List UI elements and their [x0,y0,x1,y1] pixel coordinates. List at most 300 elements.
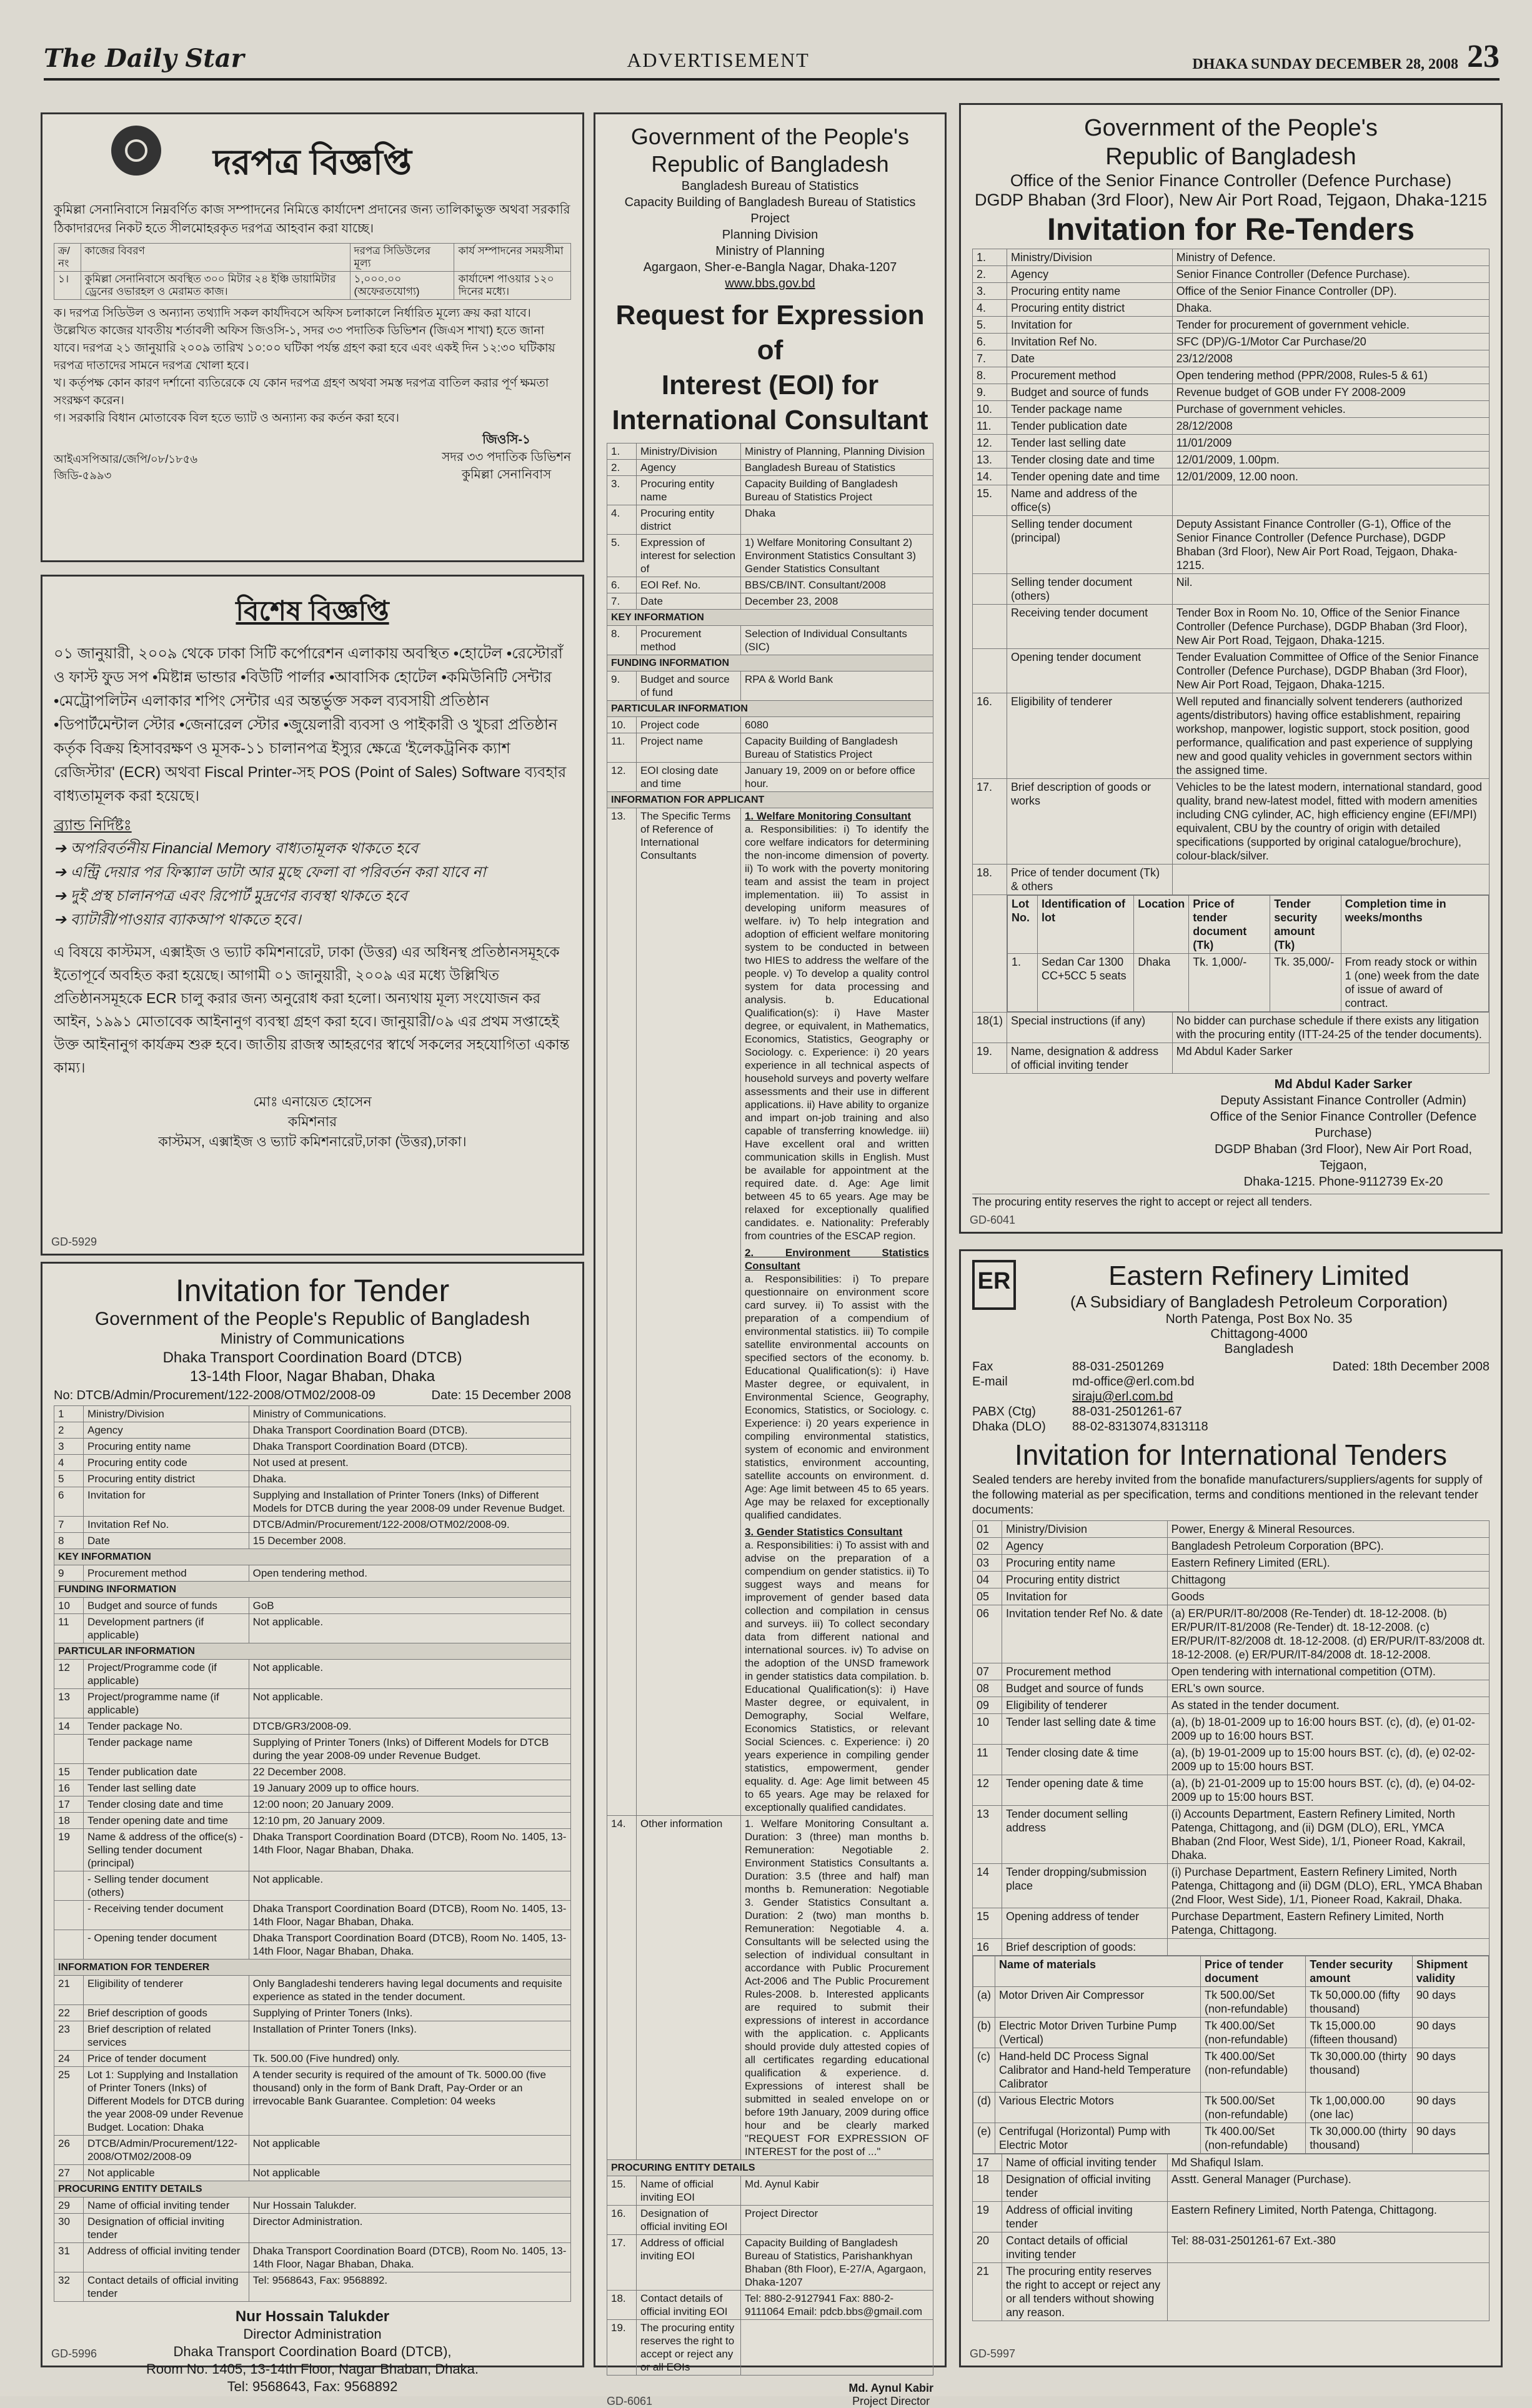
table-cell: Dhaka [741,505,933,535]
table-cell: Budget and source of funds [1002,1680,1168,1697]
table-cell: Lot 1: Supplying and Installation of Printer Toners (Inks) of Different Models for DTCB during the year 2008-09 under Revenue Budget. Location: Dhaka [84,2067,249,2136]
table-cell: Eligibility of tenderer [1002,1697,1168,1714]
table-row [973,693,1490,779]
rows-particular [54,1660,571,1960]
table-cell: 19 January 2009 up to office hours. [249,1780,570,1796]
table-cell: Agency [1007,266,1173,283]
table-cell: 6080 [741,717,933,733]
section-row [54,1582,571,1598]
ad-title: দরপত্র বিজ্ঞপ্তি [213,142,412,182]
table-row [973,1697,1490,1714]
table-cell: 24 [54,2051,84,2067]
table-cell: December 23, 2008 [741,593,933,610]
table-header: দরপত্র সিডিউলের মূল্য [350,244,454,272]
table-cell: Price of tender document (Tk) & others [1007,865,1173,895]
table-cell: 06 [973,1605,1002,1663]
table-cell: Tk 500.00/Set (non-refundable) [1201,1987,1306,2018]
signer-org: সদর ৩৩ পদাতিক ডিভিশন [442,450,571,464]
table-cell: ১। [54,272,81,300]
table-cell: Tender opening date & time [1002,1775,1168,1806]
table-cell [1167,2263,1489,2321]
table-cell: Tk 15,000.00 (fifteen thousand) [1306,2018,1413,2048]
table-row [54,1930,571,1960]
table-header: ক্র/নং [54,244,81,272]
table-cell: Procuring entity district [637,505,741,535]
table-row [607,505,933,535]
table-cell: Name of official inviting tender [1002,2154,1168,2171]
table-cell: 12:00 noon; 20 January 2009. [249,1796,570,1813]
table-header-row [973,1956,1489,1987]
table-row [54,1598,571,1614]
gd-number: GD-6041 [970,1214,1016,1226]
table-cell: Tk 30,000.00 (thirty thousand) [1306,2048,1413,2093]
table-row [607,733,933,763]
table-cell: 90 days [1412,2123,1488,2154]
contact-label: Dhaka (DLO) [972,1420,1046,1434]
eoi-title-line: International Consultant [612,405,928,435]
table-cell: 04 [973,1572,1002,1588]
table-cell: 07 [973,1663,1002,1680]
note-ka: ক। দরপত্র সিডিউল ও অন্যান্য তথ্যাদি সকল কার্যদিবসে অফিস চলাকালে নির্ধারিত মূল্যে ক্রয় করা যাবে। উল্লেখিত কাজের যাবতীয় শর্তাবলী অফিস জিওসি-১, সদর ৩৩ পদাতিক ডিভিশন (জিএস শাখা) হতে জানা যাবে। দরপত্র ২১ জানুয়ারি ২০০৯ তারিখ ১০:০০ ঘটিকা পর্যন্ত গ্রহণ করা হবে এবং একই দিন ১২:৩০ ঘটিকায় দরপত্র দাতাদের সামনে দরপত্র খোলা হবে। [54,307,555,372]
table-header: কার্য সম্পাদনের সময়সীমা [454,244,571,272]
table-header: Shipment validity [1412,1956,1488,1987]
table-row [607,460,933,476]
table-cell: (a) ER/PUR/IT-80/2008 (Re-Tender) dt. 18-12-2008. (b) ER/PUR/IT-81/2008 (Re-Tender) dt. 18-12-2008. (c) ER/PUR/IT-82/2008 dt. 18-12-2008. (d) ER/PUR/IT-83/2008 dt. 18-12-2008. (e) ER/PUR/IT-84/2008 dt. 18-12-2008. [1167,1605,1489,1663]
ad-bbs-eoi [594,112,947,2407]
table-cell: Tk 30,000.00 (thirty thousand) [1306,2123,1413,2154]
table-row [607,808,933,1816]
table-row [54,2051,571,2067]
table-header: Price of tender document [1201,1956,1306,1987]
ad-intro: Sealed tenders are hereby invited from the bonafide manufacturers/suppliers/agents for supply of the following material as per specification, terms and conditions mentioned in the relevant tender documents: [972,1474,1483,1517]
table-cell: 14. [973,468,1007,485]
address: Agargaon, Sher-e-Bangla Nagar, Dhaka-1207 [643,260,897,274]
table-row [54,2067,571,2136]
table-row [973,1605,1490,1663]
table-cell: 11/01/2009 [1172,435,1489,452]
table-cell: Supplying of Printer Toners (Inks) of Different Models for DTCB during the year 2008-09 under Revenue Budget. [249,1735,570,1764]
table-cell: - Opening tender document [84,1930,249,1960]
table-cell: Project/programme name (if applicable) [84,1689,249,1718]
table-cell: 22 December 2008. [249,1764,570,1780]
table-cell: 19. [607,2320,637,2376]
table-row [54,2197,571,2214]
table-cell: Centrifugal (Horizontal) Pump with Electric Motor [995,2123,1201,2154]
table-row [54,1718,571,1735]
darpatra-table [54,243,571,300]
table-cell: Brief description of related services [84,2021,249,2051]
table-row [973,1806,1490,1864]
table-cell: Agency [84,1422,249,1439]
section-label: INFORMATION FOR TENDERER [54,1960,571,1976]
table-cell: 10. [607,717,637,733]
table-cell: Budget and source of fund [637,671,741,701]
table-cell: ERL's own source. [1167,1680,1489,1697]
page-number: 23 [1466,39,1500,74]
table-cell: Tk 1,00,000.00 (one lac) [1306,2093,1413,2123]
ad-title: বিশেষ বিজ্ঞপ্তি [236,596,389,627]
table-row [54,1689,571,1718]
table-cell: 4 [54,1455,84,1471]
table-cell [1172,485,1489,516]
table-cell: DTCB/Admin/Procurement/122-2008/OTM02/2008-09. [249,1517,570,1533]
table-row [973,2123,1489,2154]
footer-note: The procuring entity reserves the right to accept or reject all tenders. [972,1194,1490,1209]
table-cell: 8. [607,626,637,655]
table-cell: 9 [54,1565,84,1582]
table-cell: 15 December 2008. [249,1533,570,1549]
table-cell: Chittagong [1167,1572,1489,1588]
table-row [607,535,933,577]
table-row [54,1406,571,1422]
table-cell: Tk 400.00/Set (non-refundable) [1201,2123,1306,2154]
table-cell: Capacity Building of Bangladesh Bureau of Statistics Project [741,476,933,505]
table-cell: Tender Evaluation Committee of Office of the Senior Finance Controller (Defence Purchase), DGDP Bhaban (3rd Floor), New Air Port Road, Tejgaon, Dhaka-1215. [1172,649,1489,693]
table-row [973,485,1490,516]
table-cell: Nil. [1172,574,1489,605]
table-cell: 18. [973,865,1007,895]
table-cell: (d) [973,2093,995,2123]
table-cell: Not applicable. [249,1614,570,1643]
table-cell: Open tendering method. [249,1565,570,1582]
table-cell: 25 [54,2067,84,2136]
table-row [973,865,1490,895]
table-cell: Designation of official inviting tender [1002,2171,1168,2202]
table-cell: Not applicable. [249,1689,570,1718]
signer-address: Room No. 1405, 13-14th Floor, Nagar Bhaban, Dhaka. [146,2361,479,2377]
feature-item: ➔ ব্যাটারী/পাওয়ার ব্যাকআপ থাকতে হবে। [54,911,301,928]
signer-address: DGDP Bhaban (3rd Floor), New Air Port Road, Tejgaon, [1214,1142,1473,1172]
ad-title: Invitation for Tender [175,1273,450,1308]
table-row [973,2232,1490,2263]
table-row [973,418,1490,435]
table-row [54,1901,571,1930]
table-cell: Tk. 1,000/- [1189,954,1270,1012]
rows-more [973,1013,1490,1074]
table-row [54,1422,571,1439]
table-row [1008,954,1489,1012]
table-row [607,593,933,610]
masthead [44,34,1500,81]
feature-item: ➔ দুই প্রস্থ চালানপত্র এবং রিপোর্ট মুদ্রণের ব্যবস্থা থাকতে হবে [54,888,407,904]
table-cell: Contact details of official inviting EOI [637,2291,741,2320]
table-cell: Open tendering method (PPR/2008, Rules-5 & 61) [1172,367,1489,384]
table-cell: Budget and source of funds [1007,384,1173,401]
tor-heading: 2. Environment Statistics Consultant [745,1247,929,1272]
section-row [54,2181,571,2197]
table-row [607,1816,933,2160]
table-cell: (i) Purchase Department, Eastern Refinery Limited, North Patenga, Chittagong and (ii) DGM (DLO), ERL, YMCA Bhaban (2nd Floor, West Side), 1/1, Pioneer Road, Kakrail, Dhaka. [1167,1864,1489,1908]
table-cell: 21 [54,1976,84,2005]
table-cell: 05 [973,1588,1002,1605]
signer-office: Office of the Senior Finance Controller (Defence Purchase) [1210,1110,1477,1140]
table-cell: Name & address of the office(s) - Selling tender document (principal) [84,1829,249,1871]
section-label: PARTICULAR INFORMATION [607,701,933,717]
table-cell: 11. [973,418,1007,435]
table-cell [54,1871,84,1901]
table-cell: Capacity Building of Bangladesh Bureau of Statistics, Parishankhyan Bhaban (8th Floor), E-27/A, Agargaon, Dhaka-1207 [741,2235,933,2291]
table-cell: Not applicable [84,2165,249,2181]
table-cell: DTCB/GR3/2008-09. [249,1718,570,1735]
table-row [973,1538,1490,1555]
signer-title: Deputy Assistant Finance Controller (Admin) [1220,1094,1466,1107]
table-cell: Ministry/Division [84,1406,249,1422]
table-row [973,367,1490,384]
table-cell: - Selling tender document (others) [84,1871,249,1901]
table-cell: (c) [973,2048,995,2093]
table-cell: Purchase of government vehicles. [1172,401,1489,418]
company-subsidiary: (A Subsidiary of Bangladesh Petroleum Corporation) [1070,1292,1448,1311]
table-row [54,1533,571,1549]
table-cell: Open tendering with international competition (OTM). [1167,1663,1489,1680]
table-cell: 12:10 pm, 20 January 2009. [249,1813,570,1829]
table-cell: Tender dropping/submission place [1002,1864,1168,1908]
table-cell: Md. Aynul Kabir [741,2176,933,2206]
table-cell [973,895,1007,1013]
table-cell: Senior Finance Controller (Defence Purchase). [1172,266,1489,283]
table-cell: Not applicable. [249,1871,570,1901]
table-header: Identification of lot [1038,896,1134,954]
table-cell: Brief description of goods [84,2005,249,2021]
table-cell: Tender publication date [84,1764,249,1780]
table-cell: 31 [54,2243,84,2272]
table-cell: Capacity Building of Bangladesh Bureau of Statistics Project [741,733,933,763]
table-cell [741,2320,933,2376]
table-cell: Director Administration. [249,2214,570,2243]
table-row [973,2263,1490,2321]
table-cell: 10 [54,1598,84,1614]
issue-date: DHAKA SUNDAY DECEMBER 28, 2008 [1192,56,1458,72]
table-cell: Invitation for [1007,317,1173,334]
email-link[interactable]: siraju@erl.com.bd [1072,1390,1173,1404]
table-cell: Invitation for [1002,1588,1168,1605]
table-row [973,1663,1490,1680]
signer-title: কমিশনার [287,1114,337,1129]
table-cell: Agency [1002,1538,1168,1555]
signer-name: Nur Hossain Talukder [235,2308,390,2325]
table-cell: 17. [973,779,1007,865]
table-cell: 14. [607,1816,637,2160]
gd-number: GD-6061 [607,2395,653,2407]
table-row [54,1871,571,1901]
table-row [973,2048,1489,2093]
rows-fund [607,671,933,701]
table-cell [1007,895,1490,1013]
table-row [54,2165,571,2181]
table-cell: From ready stock or within 1 (one) week from the date of issue of award of contract. [1341,954,1488,1012]
table-cell: Eligibility of tenderer [1007,693,1173,779]
section-label: ADVERTISEMENT [627,49,810,71]
table-cell: Procuring entity district [1007,300,1173,317]
table-cell: (a), (b) 21-01-2009 up to 15:00 hours BST. (c), (d), (e) 04-02-2009 up to 15:00 hours BST. [1167,1775,1489,1806]
table-cell: 18. [607,2291,637,2320]
table-cell: Date [84,1533,249,1549]
table-cell: Procuring entity name [637,476,741,505]
table-cell [973,574,1007,605]
table-cell: 11 [54,1614,84,1643]
table-cell: DTCB/Admin/Procurement/122-2008/OTM02/2008-09 [84,2136,249,2165]
ad-darpatra-notice [41,112,584,562]
company-name: Eastern Refinery Limited [1108,1261,1410,1291]
table-cell: Contact details of official inviting tender [84,2272,249,2302]
table-row [54,1813,571,1829]
table-cell: 09 [973,1697,1002,1714]
table-cell: Project name [637,733,741,763]
signer-name: Md Abdul Kader Sarker [1274,1078,1413,1091]
table-cell: EOI closing date and time [637,763,741,792]
table-cell: 3 [54,1439,84,1455]
table-cell: 4. [607,505,637,535]
table-cell: 19. [973,1043,1007,1074]
table-cell: Tk. 35,000/- [1270,954,1341,1012]
table-cell: 12 [973,1775,1002,1806]
table-header: Location [1134,896,1189,954]
company-address: North Patenga, Post Box No. 35 [1165,1312,1353,1326]
table-cell: Tender document selling address [1002,1806,1168,1864]
ad-special-notice [41,575,584,1256]
gd-number: GD-5929 [51,1236,97,1248]
section-row [54,1643,571,1660]
table-cell: Well reputed and financially solvent tenderers (authorized agents/distributors) having office establishment, repairing workshop, manpower, logistic support, stock position, good performance, qualification and past experience of supplying new and good quality vehicles in government sectors within the assigned time. [1172,693,1489,779]
table-cell: BBS/CB/INT. Consultant/2008 [741,577,933,593]
table-row [973,401,1490,418]
table-header: Tender security amount (Tk) [1270,896,1341,954]
table-cell: Name of official inviting tender [84,2197,249,2214]
table-cell: Tel: 880-2-9127941 Fax: 880-2-9111064 Email: pdcb.bbs@gmail.com [741,2291,933,2320]
org-address: 13-14th Floor, Nagar Bhaban, Dhaka [189,1368,435,1385]
ref-date: Date: 15 December 2008 [431,1389,571,1402]
table-cell: (a), (b) 19-01-2009 up to 15:00 hours BST. (c), (d), (e) 02-02-2009 up to 15:00 hours BST. [1167,1745,1489,1775]
feature-item: ➔ অপরিবর্তনীয় Financial Memory বাধ্যতামূলক থাকতে হবে [54,840,418,857]
table-cell: Date [1007,350,1173,367]
table-cell: Tk 500.00/Set (non-refundable) [1201,2093,1306,2123]
newspaper-logo: The Daily Star [44,44,244,73]
section-label: PARTICULAR INFORMATION [54,1643,571,1660]
table-cell: 14 [54,1718,84,1735]
table-row [973,384,1490,401]
table-cell: Procuring entity name [84,1439,249,1455]
table-cell: Tender Box in Room No. 10, Office of the Senior Finance Controller (Defence Purchase), DGDP Bhaban (3rd Floor), New Air Port Road, Tejgaon, Dhaka-1215. [1172,605,1489,649]
table-cell: Project Director [741,2206,933,2235]
rows-procuring [607,2176,933,2376]
table-cell: Tender opening date and time [1007,468,1173,485]
table-cell: Ministry/Division [1007,249,1173,266]
table-cell: Revenue budget of GOB under FY 2008-2009 [1172,384,1489,401]
table-cell: Sedan Car 1300 CC+5CC 5 seats [1038,954,1134,1012]
table-cell: Selection of Individual Consultants (SIC) [741,626,933,655]
rows-basic [973,249,1490,895]
table-cell: 01 [973,1521,1002,1538]
signer-tel: Tel: 9568643, Fax: 9568892 [227,2379,398,2394]
company-address: Chittagong-4000 [1210,1327,1308,1341]
table-cell: No bidder can purchase schedule if there exists any litigation with the procuring entity (ITT-24-25 of the tender documents). [1172,1013,1489,1043]
table-cell: Motor Driven Air Compressor [995,1987,1201,2018]
signature-block [54,2308,571,2396]
table-cell: Designation of official inviting EOI [637,2206,741,2235]
table-row [973,649,1490,693]
table-row [973,1987,1489,2018]
table-cell: Procurement method [84,1565,249,1582]
table-cell: Tender opening date and time [84,1813,249,1829]
table-cell: Brief description of goods: [1002,1939,1168,1956]
erl-table [972,1520,1490,2321]
signer-name: মোঃ এনায়েত হোসেন [253,1094,372,1109]
company-address: Bangladesh [1224,1342,1294,1356]
table-row [973,1555,1490,1572]
table-cell: Expression of interest for selection of [637,535,741,577]
table-cell: Power, Energy & Mineral Resources. [1167,1521,1489,1538]
table-cell: 1 [54,1406,84,1422]
table-cell [973,649,1007,693]
table-cell: 13 [54,1689,84,1718]
table-row [54,1735,571,1764]
table-cell: 02 [973,1538,1002,1555]
table-cell: Tender for procurement of government vehicle. [1172,317,1489,334]
gov-name: Government of the People's Republic of Bangladesh [630,124,910,177]
table-cell: Procurement method [637,626,741,655]
signer-org: কাস্টমস, এক্সাইজ ও ভ্যাট কমিশনারেট,ঢাকা (উত্তর),ঢাকা। [158,1134,467,1149]
table-cell: Vehicles to be the latest modern, international standard, good quality, brand new-latest model, fitted with modern amenities including CNG cylinder, AC, high efficiency engine (EFI/MPI) equivalent, CBU by the country of origin with detailed specifications (supported by original catalogue/brochure), colour-black/silver. [1172,779,1489,865]
table-cell [54,1930,84,1960]
table-cell: Tender last selling date [1007,435,1173,452]
ref-number: আইএসপিআর/জেপি/০৮/১৮৫৬ [54,453,198,465]
table-cell: 29 [54,2197,84,2214]
table-cell: 3. [607,476,637,505]
section-row [607,655,933,671]
table-cell: Procuring entity name [1007,283,1173,300]
email-link[interactable]: md-office@erl.com.bd [1072,1375,1195,1389]
table-cell: Dhaka. [1172,300,1489,317]
table-cell: Purchase Department, Eastern Refinery Limited, North Patenga, Chittagong. [1167,1908,1489,1939]
table-row [973,1714,1490,1745]
table-cell: 1. [973,249,1007,266]
table-cell [54,1735,84,1764]
org-name: Dhaka Transport Coordination Board (DTCB) [162,1349,462,1366]
website-link[interactable]: www.bbs.gov.bd [725,277,815,290]
table-cell: Date [637,593,741,610]
rows-key [54,1565,571,1582]
ad-title: Invitation for International Tenders [1014,1439,1448,1471]
table-row [54,1565,571,1582]
table-row [607,2176,933,2206]
note-ga: গ। সরকারি বিধান মোতাবেক বিল হতে ভ্যাট ও অন্যান্য কর কর্তন করা হবে। [54,412,399,425]
table-cell: A tender security is required of the amount of Tk. 5000.00 (five thousand) only in the form of Bank Draft, Pay-Order or an irrevocable Bank Guarantee. Completion: 04 weeks [249,2067,570,2136]
table-row [607,2320,933,2376]
table-cell: 32 [54,2272,84,2302]
table-cell: 6. [607,577,637,593]
goods-rows [973,1987,1489,2154]
table-row [973,1572,1490,1588]
tor-body: a. Responsibilities: i) To prepare questionnaire on environment score card survey. ii) To assist with the preparation of a compendium of environmental statistics. iii) To compile satellite environmental accounts on specified sectors of the economy. b. Educational Qualification(s): i) Have Master degree, or equivalent, in Environmental Science, Geography, Economics, Statistics, or Sociology. c. Experience: i) 20 years experience in compiling environmental statistics, system of economic and environment statistics, environment accounting, satellite accounts on environment. d. Age: Age limit between 45 to 65 years. Age may be relaxed for exceptionally qualified candidates. [745,1273,929,1521]
table-row [607,763,933,792]
table-cell: Ministry of Defence. [1172,249,1489,266]
table-cell: Tel: 88-031-2501261-67 Ext.-380 [1167,2232,1489,2263]
table-cell: 7 [54,1517,84,1533]
table-cell: Asstt. General Manager (Purchase). [1167,2171,1489,2202]
table-cell: 30 [54,2214,84,2243]
table-cell: (a), (b) 18-01-2009 up to 16:00 hours BST. (c), (d), (e) 01-02-2009 up to 16:00 hours BST. [1167,1714,1489,1745]
table-cell: 22 [54,2005,84,2021]
table-cell: 1. Welfare Monitoring Consultant a. Duration: 3 (three) man months b. Remuneration: Negotiable 2. Environment Statistics Consultants a. Duration: 3.5 (three and half) man months b. Remuneration: Negotiable 3. Gender Statistics Consultant a. Duration: 2 (two) man months b. Remuneration: Negotiable 4. a. Consultants will be selected using the selection of individual consultant in accordance with Public Procurement Act-2006 and The Public Procurement Rules-2008. b. Interested applicants are required to submit their expressions of interest in accordance with the application. c. Applicants should provide duly attested copies of all certificates regarding educational qualification & experience. d. Expressions of interest shall be submitted in sealed envelope on or before 19th January, 2009 during office hour and be clearly marked "REQUEST FOR EXPRESSION OF INTEREST for the post of ..." [741,1816,933,2160]
table-row [973,1521,1490,1538]
section-row [54,1960,571,1976]
table-header: Name of materials [995,1956,1201,1987]
features-title: ব্র্যান্ড নির্দিষ্টঃ [54,817,132,834]
table-header [973,1956,995,1987]
table-cell: Bangladesh Bureau of Statistics [741,460,933,476]
table-cell: (e) [973,2123,995,2154]
rows-more [973,2154,1490,2321]
